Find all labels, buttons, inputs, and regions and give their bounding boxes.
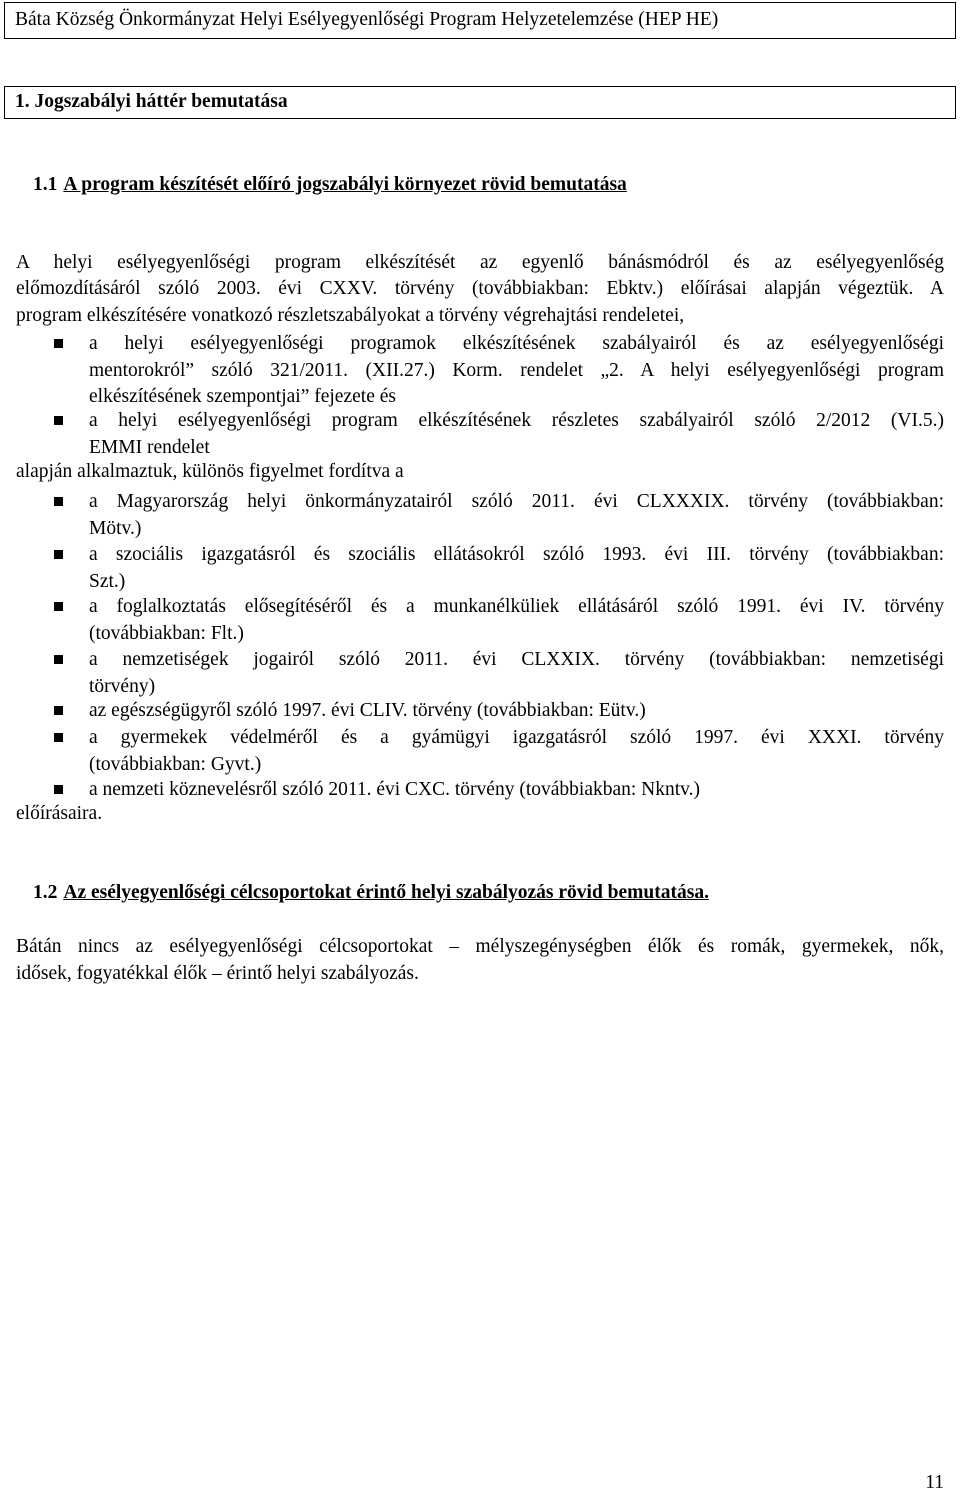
bullet-square-icon	[54, 706, 63, 715]
intro-line-3: program elkészítésére vonatkozó részletszabályokat a törvény végrehajtási rendeletei,	[16, 305, 685, 326]
list-item-text: a helyi esélyegyenlőségi programok elkészítésének szabályairól és az esélyegyenlőségi	[89, 333, 944, 354]
section-heading-box	[4, 86, 956, 119]
list-item-text: Szt.)	[89, 570, 126, 592]
body-line-1: Bátán nincs az esélyegyenlőségi célcsoportokat – mélyszegénységben élők és romák, gyermekek, nők,	[16, 936, 944, 957]
list-item-text: (továbbiakban: Gyvt.)	[89, 753, 262, 775]
closing-text: előírásaira.	[16, 803, 103, 824]
body-line-2: idősek, fogyatékkal élők – érintő helyi szabályozás.	[16, 963, 419, 984]
list-item-text: törvény)	[89, 675, 156, 697]
list-item-text: a nemzeti köznevelésről szóló 2011. évi CXC. törvény (továbbiakban: Nkntv.)	[89, 779, 701, 800]
bullet-square-icon	[54, 339, 63, 348]
section-heading: 1. Jogszabályi háttér bemutatása	[15, 91, 288, 112]
subsection-heading-1-2	[33, 882, 709, 904]
list-item-text: a helyi esélyegyenlőségi program elkészítésének részletes szabályairól szóló 2/2012 (VI.5.)	[89, 410, 944, 431]
subsection-heading-1-1	[33, 174, 627, 196]
bullet-square-icon	[54, 733, 63, 742]
bullet-square-icon	[54, 497, 63, 506]
bullet-square-icon	[54, 785, 63, 794]
applied-text: alapján alkalmaztuk, különös figyelmet fordítva a	[16, 461, 404, 482]
page-number: 11	[925, 1472, 944, 1493]
list-item-text: (továbbiakban: Flt.)	[89, 622, 244, 644]
list-item-text: mentorokról” szóló 321/2011. (XII.27.) Korm. rendelet „2. A helyi esélyegyenlőségi program	[89, 359, 944, 381]
list-item-text: EMMI rendelet	[89, 436, 210, 458]
list-item-text: Mötv.)	[89, 517, 142, 539]
intro-line-2: előmozdításáról szóló 2003. évi CXXV. törvény (továbbiakban: Ebktv.) előírásai alapján végeztük. A	[16, 278, 944, 299]
bullet-square-icon	[54, 602, 63, 611]
list-item-text: az egészségügyről szóló 1997. évi CLIV. törvény (továbbiakban: Eütv.)	[89, 700, 646, 721]
intro-line-1: A helyi esélyegyenlőségi program elkészítését az egyenlő bánásmódról és az esélyegyenlőség	[16, 252, 944, 273]
bullet-square-icon	[54, 416, 63, 425]
page-header-title: Báta Község Önkormányzat Helyi Esélyegyenlőségi Program Helyzetelemzése (HEP HE)	[15, 9, 719, 30]
list-item-text: a szociális igazgatásról és szociális ellátásokról szóló 1993. évi III. törvény (továbbiakban:	[89, 544, 944, 565]
list-item-text: a foglalkoztatás elősegítéséről és a munkanélküliek ellátásáról szóló 1991. évi IV. törvény	[89, 596, 944, 617]
page-header-box	[4, 2, 956, 39]
bullet-square-icon	[54, 655, 63, 664]
subsection-number: 1.1	[33, 174, 58, 195]
subsection-title: A program készítését előíró jogszabályi környezet rövid bemutatása	[63, 174, 627, 195]
subsection-number: 1.2	[33, 882, 58, 903]
bullet-square-icon	[54, 550, 63, 559]
list-item-text: a Magyarország helyi önkormányzatairól szóló 2011. évi CLXXXIX. törvény (továbbiakban:	[89, 491, 944, 512]
list-item-text: a nemzetiségek jogairól szóló 2011. évi CLXXIX. törvény (továbbiakban: nemzetiségi	[89, 649, 944, 670]
list-item-text: a gyermekek védelméről és a gyámügyi igazgatásról szóló 1997. évi XXXI. törvény	[89, 727, 944, 748]
subsection-title: Az esélyegyenlőségi célcsoportokat érintő helyi szabályozás rövid bemutatása.	[63, 882, 709, 903]
list-item-text: elkészítésének szempontjai” fejezete és	[89, 386, 396, 407]
